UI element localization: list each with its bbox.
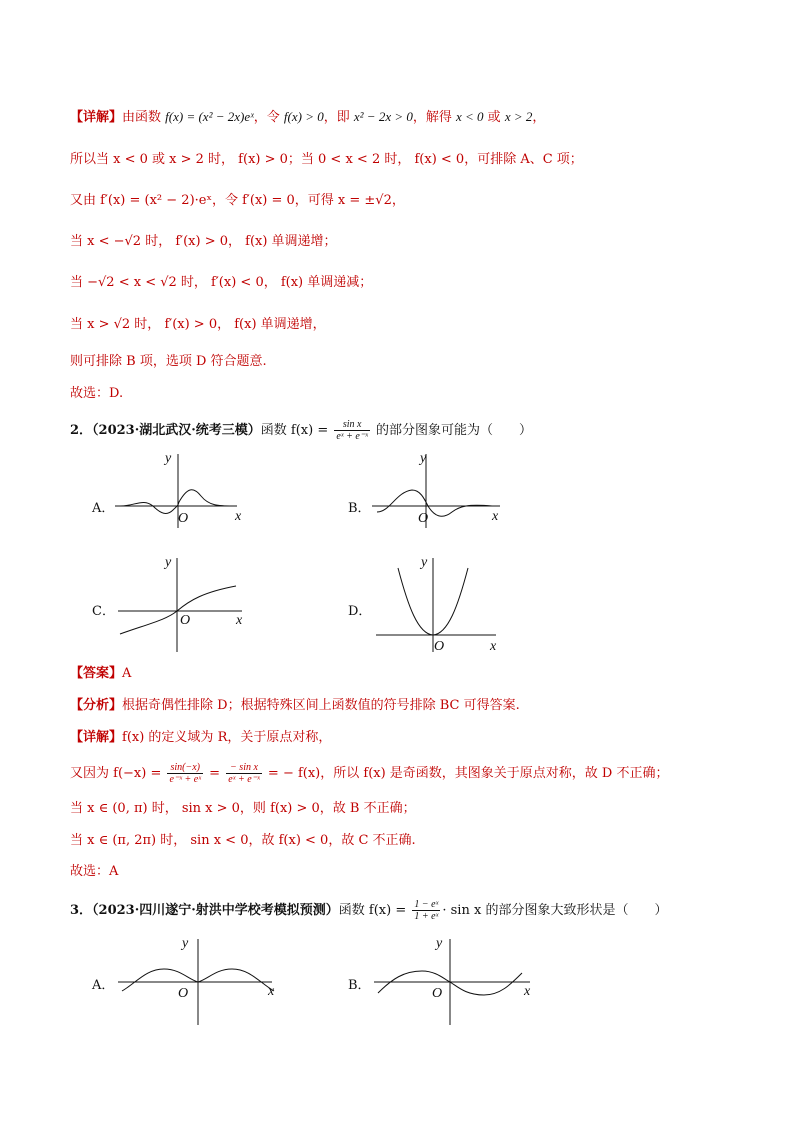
function-fraction: $\frac{\text{1 − eˣ}}{\text{1 + eˣ}}$ <box>414 899 439 922</box>
q2-detail-line-3: 当 x ∈ (0, π) 时， sin x > 0，则 f(x) > 0，故 B 不正确； <box>70 801 416 816</box>
origin-label: O <box>418 511 429 526</box>
detail-line-2: 所以当 x < 0 或 x > 2 时， f(x) > 0；当 0 < x < 2 时， f(x) < 0，可排除 A、C 项； <box>70 152 583 167</box>
origin-label: O <box>178 986 189 1001</box>
question-source: （2023·四川遂宁·射洪中学校考模拟预测） <box>92 903 339 918</box>
function-fraction: $\frac{\text{sin x}}{\text{eˣ + e⁻ˣ}}$ <box>336 419 368 442</box>
q2-detail-line-4: 当 x ∈ (π, 2π) 时， sin x < 0，故 f(x) < 0，故 C 不正确. <box>70 833 416 848</box>
analysis-line: 【分析】根据奇偶性排除 D；根据特殊区间上函数值的符号排除 BC 可得答案. <box>70 698 520 713</box>
question-2-stem: 2．（2023·湖北武汉·统考三模）函数 f(x) = $\frac{\text{sin x}}{\text{eˣ + e⁻ˣ}}$ 的部分图象可能为（ ） <box>70 419 533 442</box>
x-axis-label: x <box>236 613 243 628</box>
question-source: （2023·湖北武汉·统考三模） <box>92 423 261 438</box>
detail-line-4: 当 x < −√2 时， f′(x) > 0， f(x) 单调递增； <box>70 234 337 249</box>
origin-label: O <box>434 639 445 654</box>
q2-detail-line-5: 故选：A <box>70 864 119 879</box>
option-c-label: C． <box>92 604 115 619</box>
answer-value: A <box>122 666 132 681</box>
q2-detail-line-2: 又因为 f(−x) = $\frac{\sin(-x)}{\text{e⁻ˣ + eˣ}}$ = $\frac{\text{− sin x}}{\text{eˣ + e⁻ˣ}}$ = − f(x)，所以 f(x) 是奇函数，其图象关于原点对称，故 D 不正确； <box>70 762 669 785</box>
y-axis-label: y <box>436 936 443 951</box>
detail-line-7: 则可排除 B 项，选项 D 符合题意. <box>70 354 267 369</box>
detail-line-1: 【详解】由函数 f(x) = (x² − 2x)eˣ，令 f(x) > 0，即 x² − 2x > 0，解得 x < 0 或 x > 2， <box>70 109 546 125</box>
detail-tag: 【详解】 <box>70 110 123 125</box>
x-axis-label: x <box>268 984 275 999</box>
origin-label: O <box>432 986 443 1001</box>
x-axis-label: x <box>492 509 499 524</box>
option-a-label: A． <box>92 501 115 516</box>
origin-label: O <box>178 511 189 526</box>
question-number: 2． <box>70 423 93 438</box>
answer-line <box>70 665 131 683</box>
detail-line-6: 当 x > √2 时， f′(x) > 0， f(x) 单调递增， <box>70 317 326 332</box>
y-axis-label: y <box>421 555 428 570</box>
option-c-graph <box>118 554 258 654</box>
origin-label: O <box>180 613 191 628</box>
q3-option-b-graph <box>374 935 544 1027</box>
x-axis-label: x <box>524 984 531 999</box>
detail-line-3: 又由 f′(x) = (x² − 2)·eˣ，令 f′(x) = 0，可得 x = ±√2， <box>70 193 405 208</box>
question-3-stem: 3．（2023·四川遂宁·射洪中学校考模拟预测）函数 f(x) = $\frac{\text{1 − eˣ}}{\text{1 + eˣ}}$ · sin x 的部分图象大致形状是（ ） <box>70 899 668 922</box>
detail-line-8: 故选：D. <box>70 386 124 401</box>
q3-option-a-graph <box>118 935 288 1027</box>
detail-line-5: 当 −√2 < x < √2 时， f′(x) < 0， f(x) 单调递减； <box>70 275 373 290</box>
answer-tag: 【答案】 <box>70 666 123 681</box>
detail-fraction-1: $\frac{\sin(-x)}{\text{e⁻ˣ + eˣ}}$ <box>169 762 202 785</box>
q3-option-a-label: A． <box>92 978 115 993</box>
analysis-tag: 【分析】 <box>70 698 123 713</box>
option-b-graph <box>372 450 512 530</box>
option-d-graph <box>372 554 512 654</box>
y-axis-label: y <box>420 451 427 466</box>
x-axis-label: x <box>490 639 497 654</box>
option-b-label: B． <box>348 501 371 516</box>
q2-detail-line-1: 【详解】f(x) 的定义域为 R，关于原点对称， <box>70 730 332 745</box>
question-number: 3． <box>70 903 93 918</box>
y-axis-label: y <box>182 936 189 951</box>
detail-fraction-2: $\frac{\text{− sin x}}{\text{eˣ + e⁻ˣ}}$ <box>228 762 260 785</box>
y-axis-label: y <box>165 555 172 570</box>
option-d-label: D． <box>348 604 372 619</box>
option-a-graph <box>115 450 255 530</box>
detail-tag: 【详解】 <box>70 730 123 745</box>
q3-option-b-label: B． <box>348 978 371 993</box>
y-axis-label: y <box>165 451 172 466</box>
x-axis-label: x <box>235 509 242 524</box>
